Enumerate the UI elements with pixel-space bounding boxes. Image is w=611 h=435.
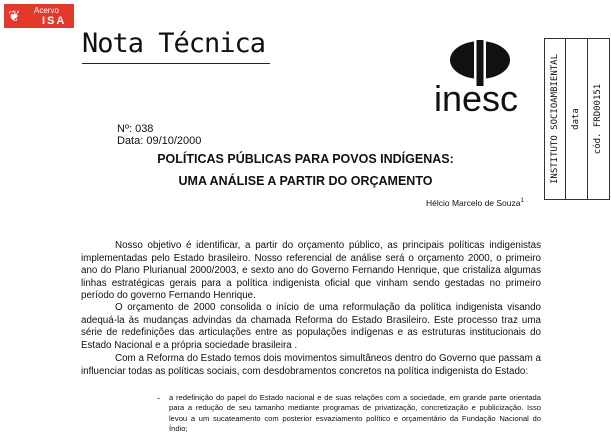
leaf-icon: ❦ bbox=[8, 7, 21, 25]
header-underline bbox=[82, 63, 270, 64]
stamp-institution-text: INSTITUTO SOCIOAMBIENTAL bbox=[550, 53, 560, 185]
list-item: a redefinição do papel do Estado nacional e de suas relações com a sociedade, em grande parte orientada para a redução de seu tamanho mediante programas de privatização, concretização e publicização. Isso levou a um sucateamento com posterior esvaziamento político e orçamentário da Fundação Nacional do Índio; bbox=[169, 393, 541, 434]
isa-logo-bottom-text: ISA bbox=[42, 15, 67, 27]
isa-logo-top-text: Acervo bbox=[34, 6, 59, 15]
document-date: Data: 09/10/2000 bbox=[117, 135, 202, 147]
document-number: Nº: 038 bbox=[117, 123, 154, 135]
author-line bbox=[426, 198, 524, 208]
author-name: Hélcio Marcelo de Souza bbox=[426, 198, 521, 208]
stamp-date-label: data bbox=[571, 108, 581, 130]
body-paragraph-3: Com a Reforma do Estado temos dois movimentos simultâneos dentro do Governo que passam a influenciar todas as políticas sociais, com desdobramentos concretos na política indigenista do Estado: bbox=[81, 353, 541, 377]
body-paragraph-1: Nosso objetivo é identificar, a partir do orçamento público, as principais políticas indigenistas implementadas pelo Estado brasileiro. Nosso referencial de análise será o orçamento 2000, o primeiro ano do Plano Plurianual 2000/2003, e sexto ano do Governo Fernando Henrique, que cristaliza algumas linhas estratégicas gerais para a política indigenista oficial que vinham sendo gestadas no primeiro período do governo Fernando Henrique. bbox=[81, 240, 541, 302]
document-title-line-2: UMA ANÁLISE A PARTIR DO ORÇAMENTO bbox=[178, 174, 433, 188]
author-footnote-mark: 1 bbox=[520, 198, 524, 205]
document-title-line-1: POLÍTICAS PÚBLICAS PARA POVOS INDÍGENAS: bbox=[157, 152, 454, 166]
list-bullet: - bbox=[157, 393, 160, 403]
body-paragraph-2: O orçamento de 2000 consolida o início de uma reformulação da política indigenista visando adequá-la às mudanças advindas da chamada Reforma do Estado Brasileiro. Este processo traz uma série de redefinições das articulações entre as populações indígenas e as estruturas institucionais do Estado Nacional e a própria sociedade brasileira . bbox=[81, 302, 541, 351]
inesc-logo-wordmark: inesc bbox=[434, 78, 519, 119]
isa-acervo-logo bbox=[4, 4, 74, 28]
stamp-code-text: cód. FRD00151 bbox=[593, 83, 603, 155]
document-header-title: Nota Técnica bbox=[82, 28, 266, 59]
